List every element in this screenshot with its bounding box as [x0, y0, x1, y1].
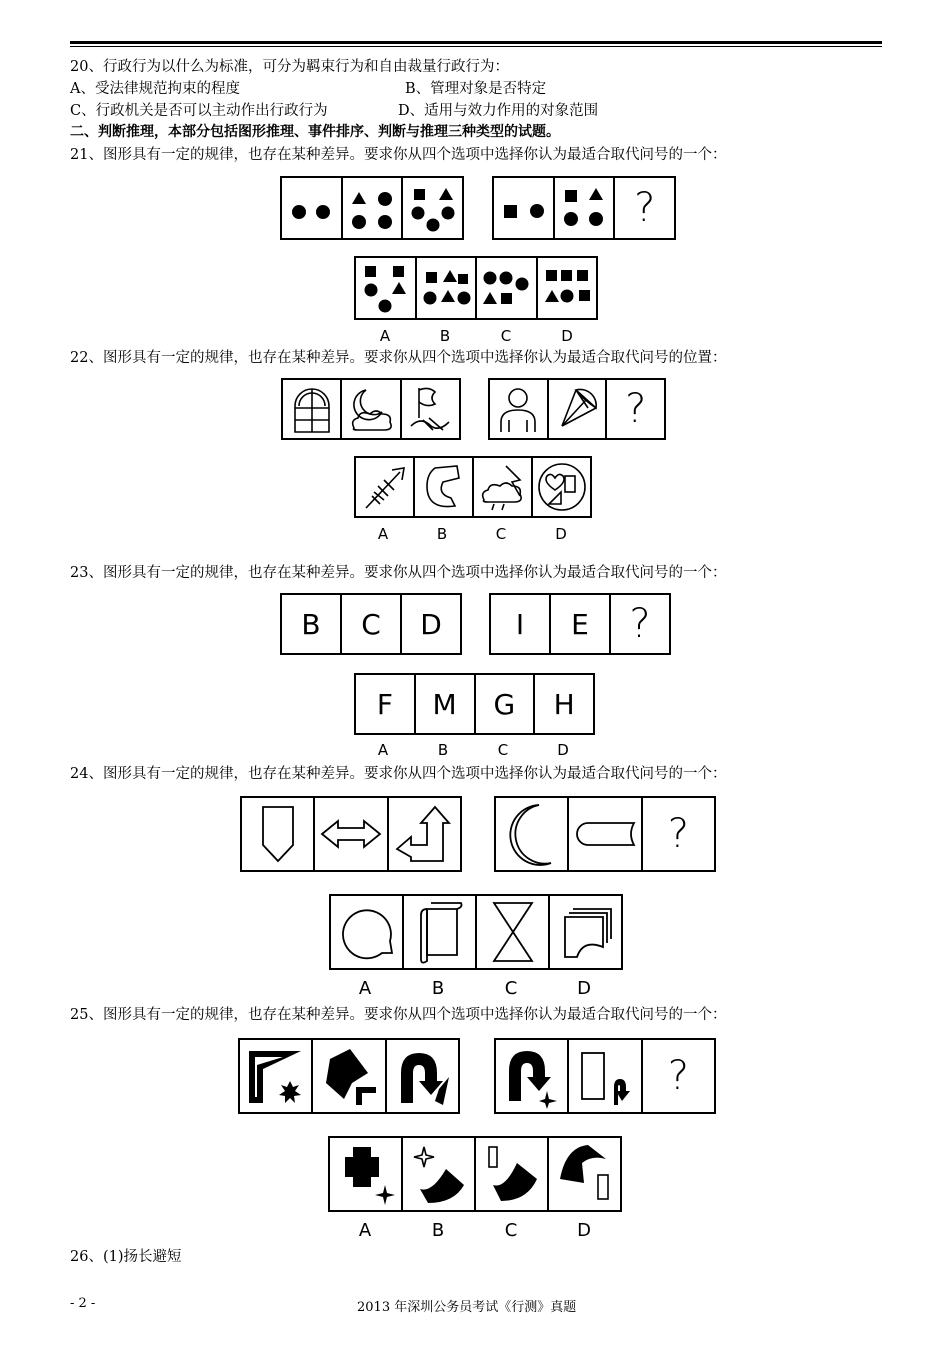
- q20-option-c: C、行政机关是否可以主动作出行政行为: [70, 103, 328, 119]
- q22-label-d: D: [555, 525, 567, 543]
- q24-question-mark: ?: [641, 798, 714, 870]
- q22-option-d-figure[interactable]: [531, 458, 590, 516]
- q24-label-b: B: [431, 978, 445, 999]
- q21-option-c-figure[interactable]: [475, 258, 536, 318]
- q20-option-a: A、受法律规范拘束的程度: [70, 81, 240, 97]
- q25-label-d: D: [577, 1220, 591, 1241]
- q24-group-1: [240, 796, 462, 872]
- q25-panel: [311, 1040, 384, 1112]
- q24-panel-crescent: [496, 798, 567, 870]
- q25-panel: [496, 1040, 567, 1112]
- q25-stem: 25、图形具有一定的规律，也存在某种差异。要求你从四个选项中选择你认为最适合取代问号的一个：: [70, 1007, 727, 1023]
- q21-option-a-figure[interactable]: [356, 258, 415, 318]
- q24-stem: 24、图形具有一定的规律，也存在某种差异。要求你从四个选项中选择你认为最适合取代问号的一个：: [70, 766, 727, 782]
- q25-option-d-figure[interactable]: [547, 1138, 620, 1210]
- q21-panel: [553, 178, 614, 238]
- q24-panel-pentagon: [242, 798, 313, 870]
- q24-label-a: A: [358, 978, 372, 999]
- q23-letter: D: [400, 595, 460, 653]
- q22-option-c-figure[interactable]: [472, 458, 531, 516]
- q21-panel: [494, 178, 553, 238]
- q21-panel: [341, 178, 402, 238]
- q25-question-mark: ?: [641, 1040, 714, 1112]
- q25-group-2: [494, 1038, 716, 1114]
- section-heading: 二、判断推理，本部分包括图形推理、事件排序、判断与推理三种类型的试题。: [70, 124, 560, 140]
- q23-letter: E: [549, 595, 609, 653]
- q22-group-1: [281, 378, 461, 440]
- q20-stem: 20、行政行为以什么为标准，可分为羁束行为和自由裁量行政行为：: [70, 59, 509, 75]
- q23-letter: C: [340, 595, 400, 653]
- q22-question-mark: ?: [605, 380, 664, 438]
- q22-label-c: C: [495, 525, 507, 543]
- q21-question-mark: ?: [613, 178, 674, 238]
- header-rule-thin: [70, 46, 882, 47]
- q21-group-1: [280, 176, 464, 240]
- q24-label-d: D: [577, 978, 591, 999]
- q23-label-c: C: [497, 741, 509, 759]
- q21-panel: [401, 178, 462, 238]
- q22-option-a-figure[interactable]: [356, 458, 413, 516]
- q25-label-a: A: [358, 1220, 372, 1241]
- q21-option-b-figure[interactable]: [415, 258, 476, 318]
- q23-letter: B: [301, 607, 321, 641]
- q21-group-2: [492, 176, 676, 240]
- q26-stem: 26、(1)扬长避短: [70, 1249, 182, 1265]
- header-rule-thick: [70, 41, 882, 44]
- q22-label-b: B: [436, 525, 448, 543]
- q25-option-c-figure[interactable]: [474, 1138, 547, 1210]
- q25-option-b-figure[interactable]: [401, 1138, 474, 1210]
- q23-group-2: [489, 593, 671, 655]
- q22-stem: 22、图形具有一定的规律，也存在某种差异。要求你从四个选项中选择你认为最适合取代问号的位置：: [70, 350, 727, 366]
- footer-title: 2013 年深圳公务员考试《行测》真题: [357, 1300, 577, 1315]
- q22-panel-moon-cloud: [340, 380, 399, 438]
- q22-panel-flag: [400, 380, 459, 438]
- q25-label-b: B: [431, 1220, 445, 1241]
- q24-answer-options: [329, 894, 623, 970]
- q21-label-c: C: [500, 327, 512, 345]
- q24-panel-bent-arrow: [387, 798, 460, 870]
- q24-label-c: C: [504, 978, 518, 999]
- q21-panel: [282, 178, 341, 238]
- q25-group-1: [238, 1038, 460, 1114]
- q23-label-b: B: [437, 741, 449, 759]
- q23-answer-options: [354, 673, 595, 735]
- q22-answer-options: [354, 456, 592, 518]
- q23-letter: I: [515, 607, 525, 641]
- q20-option-b: B、管理对象是否特定: [405, 81, 547, 97]
- q21-label-a: A: [379, 327, 391, 345]
- q23-option-b-letter[interactable]: M: [414, 675, 474, 733]
- q22-panel-parachute: [547, 380, 606, 438]
- q25-panel: [240, 1040, 311, 1112]
- q21-label-d: D: [561, 327, 573, 345]
- q22-group-2: [488, 378, 666, 440]
- q22-label-a: A: [377, 525, 389, 543]
- q25-panel: [567, 1040, 640, 1112]
- q25-panel: [385, 1040, 458, 1112]
- q20-option-d: D、适用与效力作用的对象范围: [398, 103, 599, 119]
- q24-panel-double-arrow: [313, 798, 386, 870]
- q24-panel-tag: [567, 798, 640, 870]
- q21-label-b: B: [439, 327, 451, 345]
- q23-group-1: [280, 593, 462, 655]
- q22-panel-window: [283, 380, 340, 438]
- q21-answer-options: [354, 256, 598, 320]
- q24-group-2: [494, 796, 716, 872]
- q25-option-a-figure[interactable]: [330, 1138, 401, 1210]
- page-number: - 2 -: [70, 1296, 96, 1311]
- q24-option-c-figure[interactable]: [475, 896, 548, 968]
- q24-option-d-figure[interactable]: [548, 896, 621, 968]
- q21-option-d-figure[interactable]: [536, 258, 597, 318]
- q24-option-b-figure[interactable]: [402, 896, 475, 968]
- q25-label-c: C: [504, 1220, 518, 1241]
- q21-stem: 21、图形具有一定的规律，也存在某种差异。要求你从四个选项中选择你认为最适合取代问号的一个：: [70, 147, 727, 163]
- q22-option-b-figure[interactable]: [413, 458, 472, 516]
- q23-option-d-letter[interactable]: H: [533, 675, 593, 733]
- q23-label-a: A: [377, 741, 389, 759]
- q22-panel-person: [490, 380, 547, 438]
- q25-answer-options: [328, 1136, 622, 1212]
- q23-option-a-letter[interactable]: F: [376, 687, 393, 721]
- q23-label-d: D: [557, 741, 569, 759]
- q24-option-a-figure[interactable]: [331, 896, 402, 968]
- q23-question-mark: ?: [609, 595, 669, 653]
- q23-stem: 23、图形具有一定的规律，也存在某种差异。要求你从四个选项中选择你认为最适合取代问号的一个：: [70, 565, 727, 581]
- q23-option-c-letter[interactable]: G: [474, 675, 534, 733]
